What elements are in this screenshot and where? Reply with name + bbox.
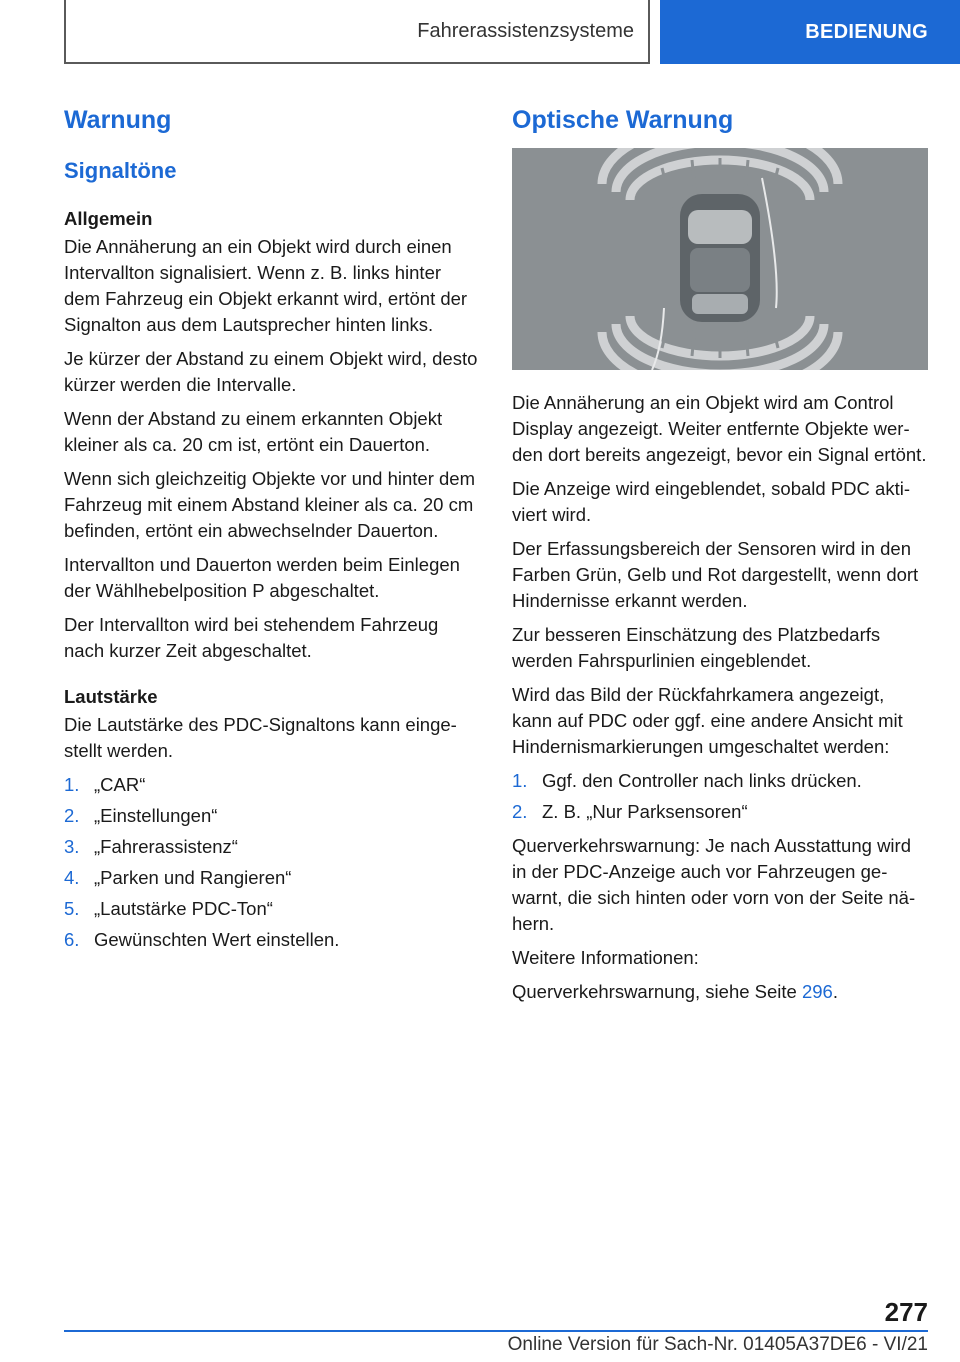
step-text: Ggf. den Controller nach links drücken. bbox=[542, 770, 862, 791]
paragraph: Weitere Informationen: bbox=[512, 947, 699, 968]
list-item bbox=[512, 799, 928, 825]
step-text: „Einstellungen“ bbox=[94, 805, 218, 826]
step-number: 4. bbox=[64, 867, 80, 888]
step-number: 6. bbox=[64, 929, 80, 950]
step-number: 3. bbox=[64, 836, 80, 857]
footer-online-version: Online Version für Sach-Nr. 01405A37DE6 - VI/21 bbox=[507, 1334, 928, 1355]
paragraph: Intervallton und Dauerton werden beim Einlegen der Wählhebelposition P abgeschaltet. bbox=[64, 554, 460, 601]
footer-divider bbox=[64, 1330, 928, 1332]
switch-steps-list bbox=[512, 768, 928, 825]
step-number: 2. bbox=[64, 805, 80, 826]
step-text: „CAR“ bbox=[94, 774, 146, 795]
step-number: 2. bbox=[512, 801, 528, 822]
heading-allgemein: Allgemein bbox=[64, 208, 153, 229]
paragraph: Der Erfassungsbereich der Sensoren wird in den Farben Grün, Gelb und Rot dargestellt, wenn dort Hindernisse erkannt werden. bbox=[512, 538, 919, 611]
step-number: 1. bbox=[64, 774, 80, 795]
heading-warnung: Warnung bbox=[64, 106, 172, 134]
list-item bbox=[512, 768, 928, 794]
cross-reference-text: Querverkehrswarnung, siehe Seite bbox=[512, 981, 802, 1002]
step-number: 5. bbox=[64, 898, 80, 919]
list-item bbox=[64, 772, 480, 798]
paragraph: Wenn der Abstand zu einem erkannten Objekt kleiner als ca. 20 cm ist, ertönt ein Dauerton. bbox=[64, 408, 443, 455]
heading-lautstaerke: Lautstärke bbox=[64, 686, 158, 707]
paragraph: Die Annäherung an ein Objekt wird am Control Display angezeigt. Weiter entfernte Objekte werden dort bereits angezeigt, bevor ein Signal ertönt. bbox=[512, 392, 927, 465]
volume-steps-list bbox=[64, 772, 480, 953]
paragraph: Die Anzeige wird eingeblendet, sobald PDC aktiviert wird. bbox=[512, 478, 910, 525]
header-chapter-tab bbox=[660, 0, 960, 64]
header-section-title: Fahrerassistenzsysteme bbox=[417, 19, 634, 42]
header-chapter-label: BEDIENUNG bbox=[805, 20, 928, 43]
list-item bbox=[64, 927, 480, 953]
step-number: 1. bbox=[512, 770, 528, 791]
cross-reference-paragraph bbox=[512, 979, 928, 1005]
step-text: „Parken und Rangieren“ bbox=[94, 867, 292, 888]
paragraph: Die Annäherung an ein Objekt wird durch einen Intervallton signalisiert. Wenn z. B. links hinter dem Fahrzeug ein Objekt erkannt wird, ertönt der Signalton aus dem Lautsprecher hinten links. bbox=[64, 236, 468, 335]
paragraph: Der Intervallton wird bei stehendem Fahrzeug nach kurzer Zeit abgeschaltet. bbox=[64, 614, 439, 661]
paragraph: Zur besseren Einschätzung des Platzbedarfs werden Fahrspurlinien eingeblendet. bbox=[512, 624, 881, 671]
page-number: 277 bbox=[884, 1297, 928, 1327]
paragraph: Wenn sich gleichzeitig Objekte vor und hinter dem Fahrzeug mit einem Abstand kleiner als ca. 20 cm befinden, ertönt ein abwechselnder Dauerton. bbox=[64, 468, 475, 541]
step-text: „Lautstärke PDC-Ton“ bbox=[94, 898, 273, 919]
step-text: „Fahrerassistenz“ bbox=[94, 836, 238, 857]
paragraph: Querverkehrswarnung: Je nach Ausstattung wird in der PDC-Anzeige auch vor Fahrzeugen gewarnt, die sich hinten oder vorn von der Seite nähern. bbox=[512, 835, 916, 934]
right-column bbox=[512, 96, 928, 1013]
list-item bbox=[64, 896, 480, 922]
page-link-296[interactable]: 296 bbox=[801, 981, 833, 1002]
list-item bbox=[64, 803, 480, 829]
step-text: Gewünschten Wert einstellen. bbox=[94, 929, 340, 950]
cross-reference-period: . bbox=[832, 981, 838, 1002]
heading-optische-warnung: Optische Warnung bbox=[512, 106, 734, 134]
header-section-title-box bbox=[64, 0, 650, 64]
paragraph: Die Lautstärke des PDC-Signaltons kann eingestellt werden. bbox=[64, 714, 457, 761]
pdc-display-illustration bbox=[512, 148, 928, 370]
heading-signaltoene: Signaltöne bbox=[64, 158, 177, 183]
paragraph: Je kürzer der Abstand zu einem Objekt wird, desto kürzer werden die Intervalle. bbox=[64, 348, 478, 395]
list-item bbox=[64, 865, 480, 891]
left-column bbox=[64, 96, 480, 961]
paragraph: Wird das Bild der Rückfahrkamera angezeigt, kann auf PDC oder ggf. eine andere Ansicht mit Hindernismarkierungen umgeschaltet werden: bbox=[512, 684, 903, 757]
step-text: Z. B. „Nur Parksensoren“ bbox=[542, 801, 748, 822]
list-item bbox=[64, 834, 480, 860]
